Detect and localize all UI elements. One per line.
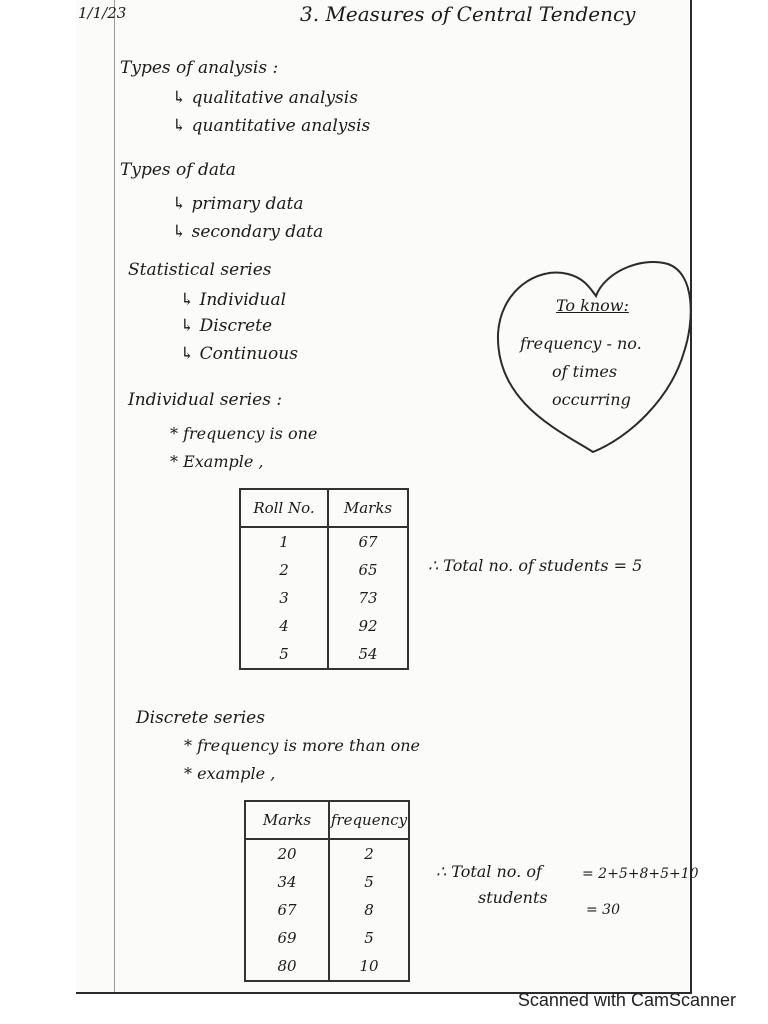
- table-row: [245, 868, 409, 896]
- scanner-watermark: Scanned with CamScanner: [517, 990, 736, 1010]
- heart-note-line: of times: [552, 362, 618, 381]
- series-item: ↳ Individual: [180, 290, 287, 310]
- table-row: [240, 584, 408, 612]
- series-item: ↳ Discrete: [180, 316, 273, 336]
- table-cell: 5: [329, 924, 409, 952]
- table-row: [245, 924, 409, 952]
- individual-table: [239, 488, 409, 670]
- data-item: ↳ primary data: [172, 194, 304, 214]
- table-cell: 2: [240, 556, 328, 584]
- table-row: [240, 640, 408, 669]
- table-cell: 92: [328, 612, 408, 640]
- table-cell: 5: [240, 640, 328, 669]
- table-cell: 34: [245, 868, 329, 896]
- table-cell: 1: [240, 527, 328, 556]
- table-header-row: [240, 489, 408, 527]
- data-heading: Types of data: [120, 160, 236, 180]
- analysis-item: ↳ quantitative analysis: [172, 116, 371, 136]
- table-cell: 20: [245, 839, 329, 868]
- table-cell: 4: [240, 612, 328, 640]
- table-cell: 67: [328, 527, 408, 556]
- table-cell: 10: [329, 952, 409, 981]
- page-date: 1/1/23: [78, 4, 127, 22]
- margin-line: [114, 0, 115, 992]
- table-row: [245, 839, 409, 868]
- heart-note-title: To know:: [556, 296, 629, 315]
- discrete-total-sum: = 2+5+8+5+10: [582, 866, 699, 882]
- table-row: [245, 952, 409, 981]
- table-header-cell: Marks: [245, 801, 329, 839]
- individual-bullet: * frequency is one: [170, 424, 318, 443]
- discrete-total-result: = 30: [586, 902, 620, 918]
- individual-total: ∴ Total no. of students = 5: [428, 556, 643, 575]
- individual-heading: Individual series :: [128, 390, 283, 410]
- individual-bullet: * Example ,: [170, 452, 264, 471]
- table-row: [245, 896, 409, 924]
- table-cell: 73: [328, 584, 408, 612]
- table-cell: 65: [328, 556, 408, 584]
- discrete-total-label: ∴ Total no. of: [436, 862, 542, 881]
- table-cell: 3: [240, 584, 328, 612]
- heart-note-line: occurring: [552, 390, 631, 409]
- table-row: [240, 612, 408, 640]
- table-cell: 8: [329, 896, 409, 924]
- table-row: [240, 556, 408, 584]
- discrete-bullet: * frequency is more than one: [184, 736, 421, 755]
- heart-shape: [488, 252, 698, 462]
- table-header-row: [245, 801, 409, 839]
- table-header-cell: Marks: [328, 489, 408, 527]
- series-item: ↳ Continuous: [180, 344, 298, 364]
- discrete-heading: Discrete series: [136, 708, 265, 728]
- discrete-total-label: students: [478, 888, 548, 907]
- page-title: 3. Measures of Central Tendency: [300, 2, 636, 26]
- analysis-heading: Types of analysis :: [120, 58, 279, 78]
- table-cell: 80: [245, 952, 329, 981]
- series-heading: Statistical series: [128, 260, 272, 280]
- table-cell: 5: [329, 868, 409, 896]
- table-header-cell: frequency: [329, 801, 409, 839]
- analysis-item: ↳ qualitative analysis: [172, 88, 358, 108]
- table-cell: 54: [328, 640, 408, 669]
- discrete-bullet: * example ,: [184, 764, 276, 783]
- table-cell: 67: [245, 896, 329, 924]
- heart-note-line: frequency - no.: [520, 334, 642, 353]
- discrete-table: [244, 800, 410, 982]
- table-cell: 69: [245, 924, 329, 952]
- table-row: [240, 527, 408, 556]
- data-item: ↳ secondary data: [172, 222, 324, 242]
- table-header-cell: Roll No.: [240, 489, 328, 527]
- table-cell: 2: [329, 839, 409, 868]
